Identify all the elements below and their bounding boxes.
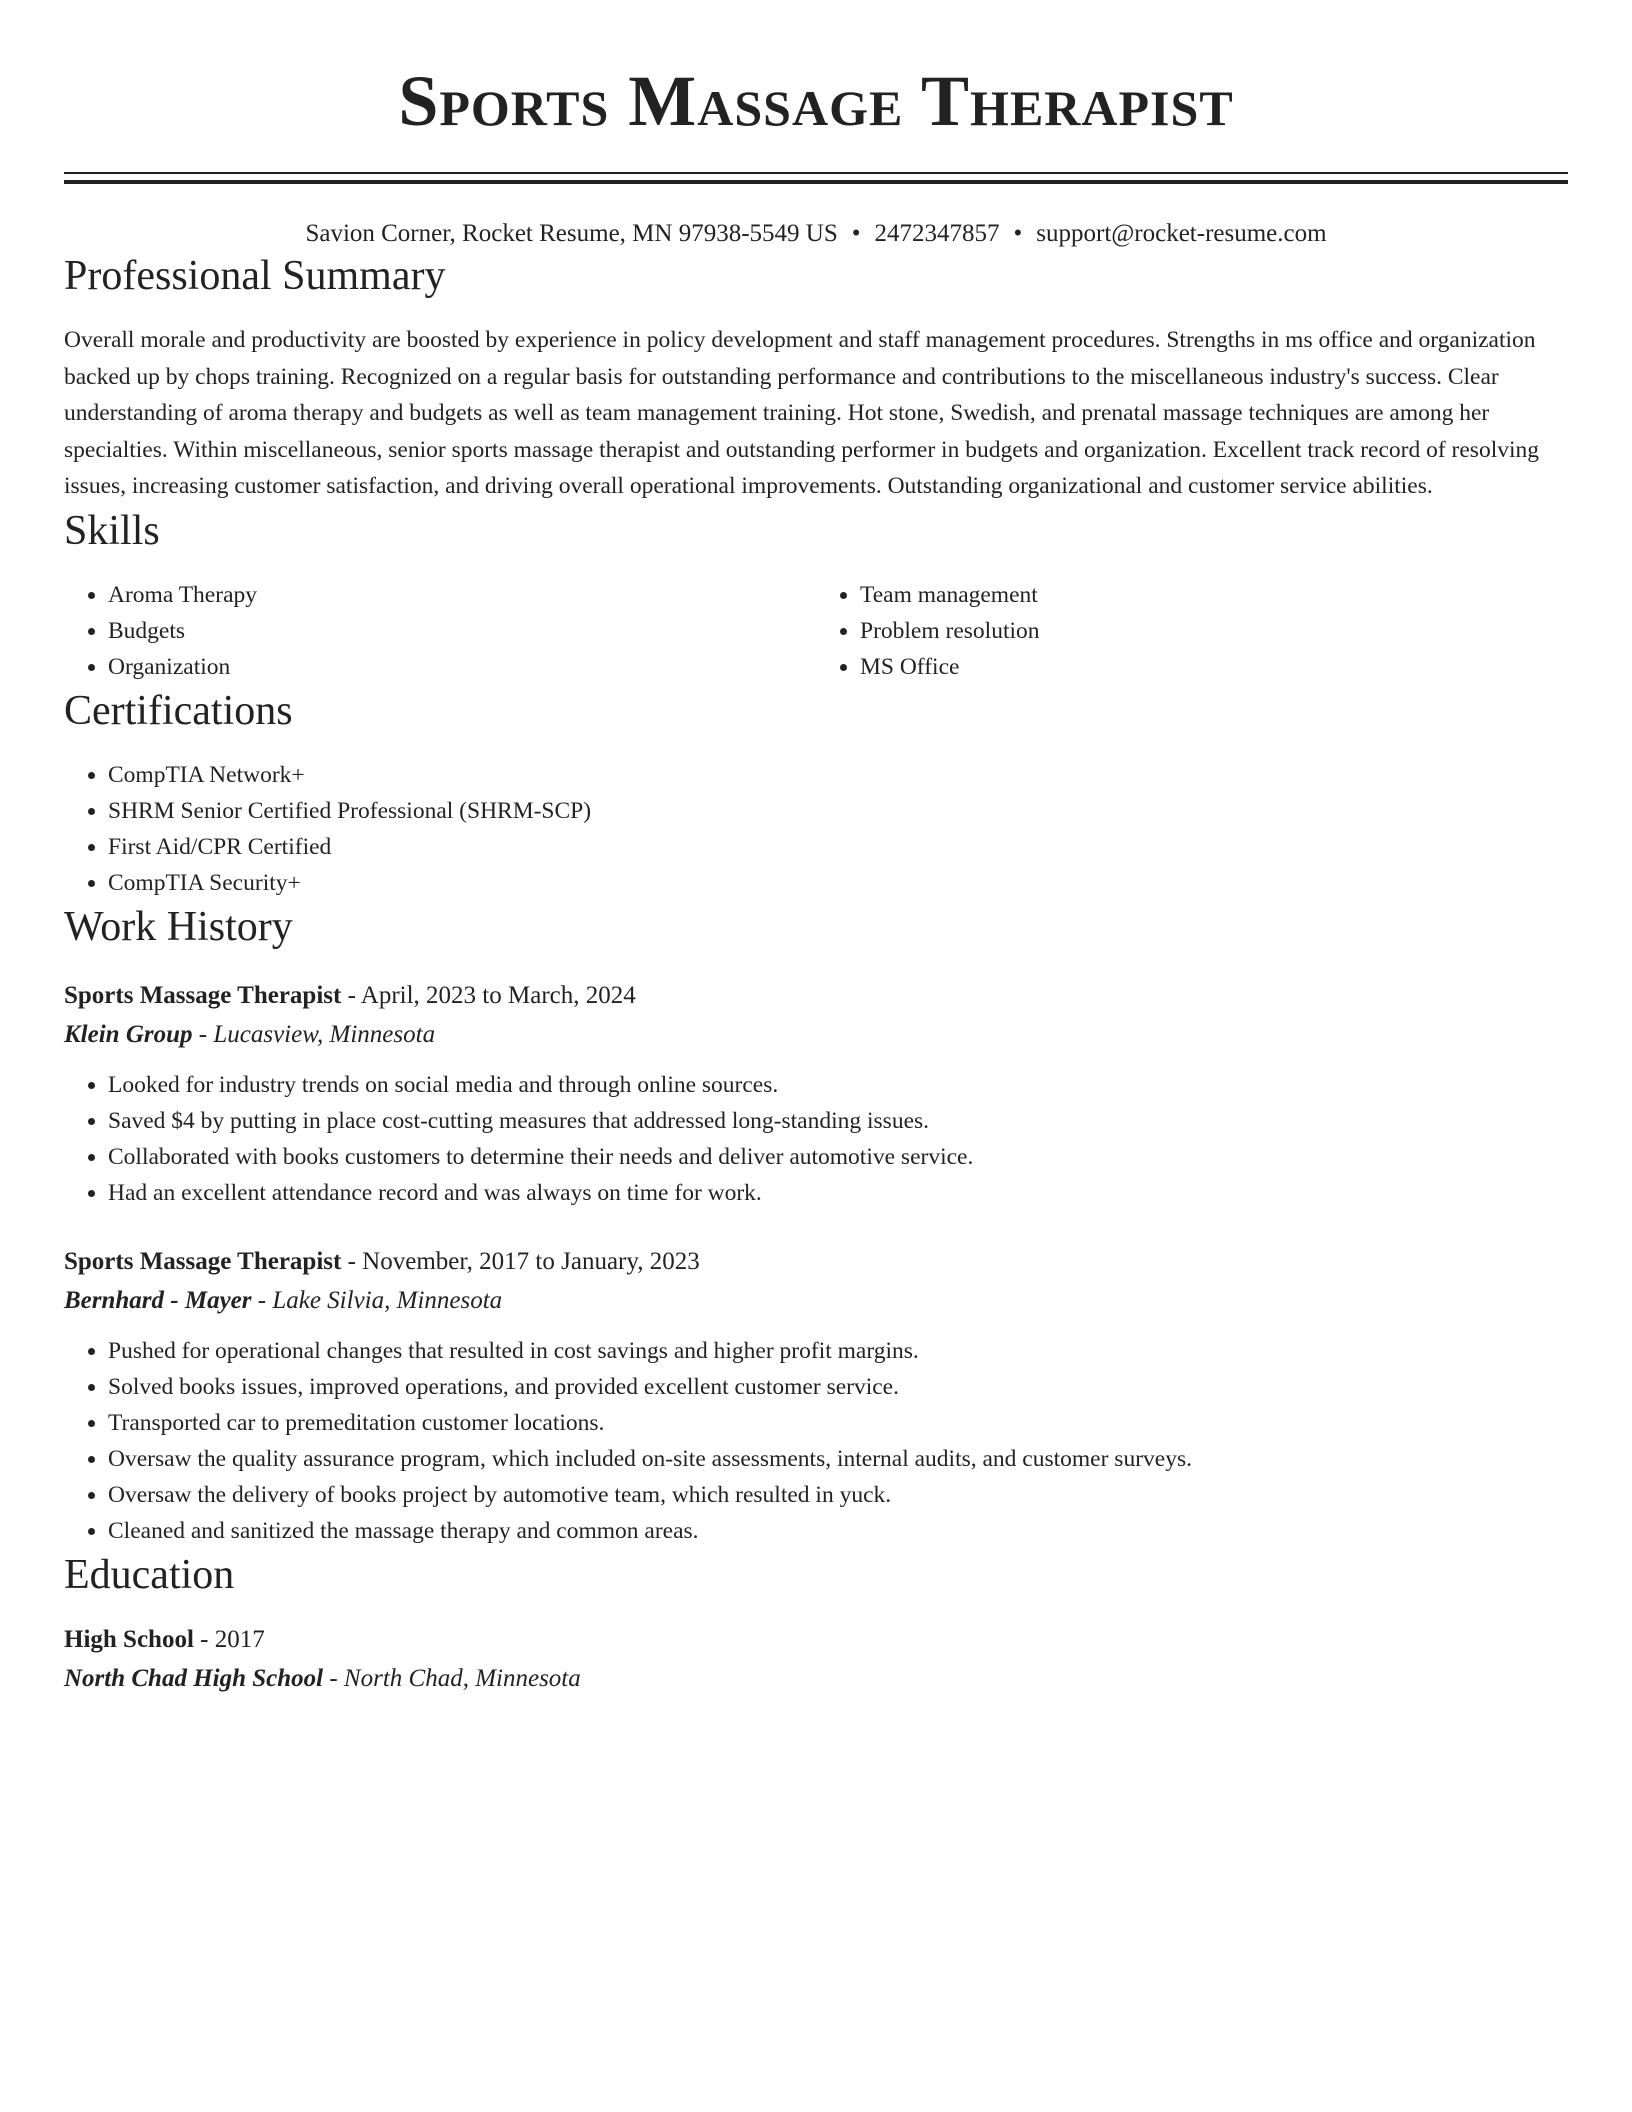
resume-name: Sports Massage Therapist [398,61,1234,141]
skills-columns [64,577,1568,685]
job-bullet: • Cleaned and sanitized the massage therapy and common areas. [108,1513,1568,1549]
skill-item: • MS Office [860,649,1568,685]
job-role: Sports Massage Therapist [64,981,342,1009]
header-double-rule [64,172,1568,184]
job-company: Bernhard - Mayer [64,1286,252,1314]
job-company-line [64,1281,1568,1321]
job-bullet: • Oversaw the delivery of books project by automotive team, which resulted in yuck. [108,1477,1568,1513]
contact-phone: 2472347857 [874,220,1000,247]
job-title-line [64,977,1568,1015]
job-location: - Lake Silvia, Minnesota [251,1286,503,1314]
skill-item: • Problem resolution [860,613,1568,649]
education-degree: High School [64,1625,194,1653]
certification-item: • CompTIA Security+ [108,865,1568,901]
contact-address: Savion Corner, Rocket Resume, MN 97938-5549 US [305,220,838,247]
job-bullet: • Pushed for operational changes that resulted in cost savings and higher profit margins. [108,1333,1568,1369]
skill-item: • Budgets [108,613,816,649]
education-school-line [64,1659,1568,1699]
job-bullet: • Looked for industry trends on social media and through online sources. [108,1067,1568,1103]
contact-separator: • [851,220,861,247]
job-bullet: • Solved books issues, improved operations, and provided excellent customer service. [108,1369,1568,1405]
summary-text: Overall morale and productivity are boosted by experience in policy development and staff management procedures. Strengths in ms office and organization backed up by chops training. Recognized on a regular basis for outstanding performance and contributions to the miscellaneous industry's success. Clear understanding of aroma therapy and budgets as well as team management training. Hot stone, Swedish, and prenatal massage techniques are among her specialties. Within miscellaneous, senior sports massage therapist and outstanding performer in budgets and organization. Excellent track record of resolving issues, increasing customer satisfaction, and driving overall operational improvements. Outstanding organizational and customer service abilities. [64,327,1540,500]
education-location: - North Chad, Minnesota [323,1664,581,1692]
job-company: Klein Group [64,1020,193,1048]
skill-item: • Team management [860,577,1568,613]
education-entry [64,1621,1568,1699]
summary-heading: Professional Summary [64,253,446,299]
certification-item: • First Aid/CPR Certified [108,829,1568,865]
job-bullet: • Transported car to premeditation customer locations. [108,1405,1568,1441]
job-role: Sports Massage Therapist [64,1247,342,1275]
education-school: North Chad High School [64,1664,324,1692]
job-location: - Lucasview, Minnesota [192,1020,436,1048]
certification-item: • CompTIA Network+ [108,757,1568,793]
contact-email: support@rocket-resume.com [1036,220,1327,247]
job-dates: - November, 2017 to January, 2023 [341,1247,700,1275]
job-bullets [64,1333,1568,1549]
job-bullet: • Had an excellent attendance record and was always on time for work. [108,1175,1568,1211]
job-entry [64,977,1568,1211]
certifications-list [64,757,1568,901]
certifications-heading: Certifications [64,687,293,734]
contact-line [64,218,1568,250]
job-dates: - April, 2023 to March, 2024 [341,981,636,1009]
skill-item: • Organization [108,649,816,685]
job-company-line [64,1015,1568,1055]
skills-list-left [64,577,816,685]
certification-item: • SHRM Senior Certified Professional (SHRM-SCP) [108,793,1568,829]
job-entry [64,1243,1568,1549]
education-year: - 2017 [193,1625,265,1653]
skills-list-right [816,577,1568,685]
job-title-line [64,1243,1568,1281]
work-history-heading: Work History [64,903,293,950]
education-heading: Education [64,1551,235,1598]
education-degree-line [64,1621,1568,1659]
job-bullet: • Saved $4 by putting in place cost-cutting measures that addressed long-standing issues. [108,1103,1568,1139]
skill-item: • Aroma Therapy [108,577,816,613]
job-bullet: • Collaborated with books customers to determine their needs and deliver automotive service. [108,1139,1568,1175]
job-bullets [64,1067,1568,1211]
job-bullet: • Oversaw the quality assurance program, which included on-site assessments, internal audits, and customer surveys. [108,1441,1568,1477]
contact-separator: • [1013,220,1023,247]
skills-heading: Skills [64,507,160,554]
